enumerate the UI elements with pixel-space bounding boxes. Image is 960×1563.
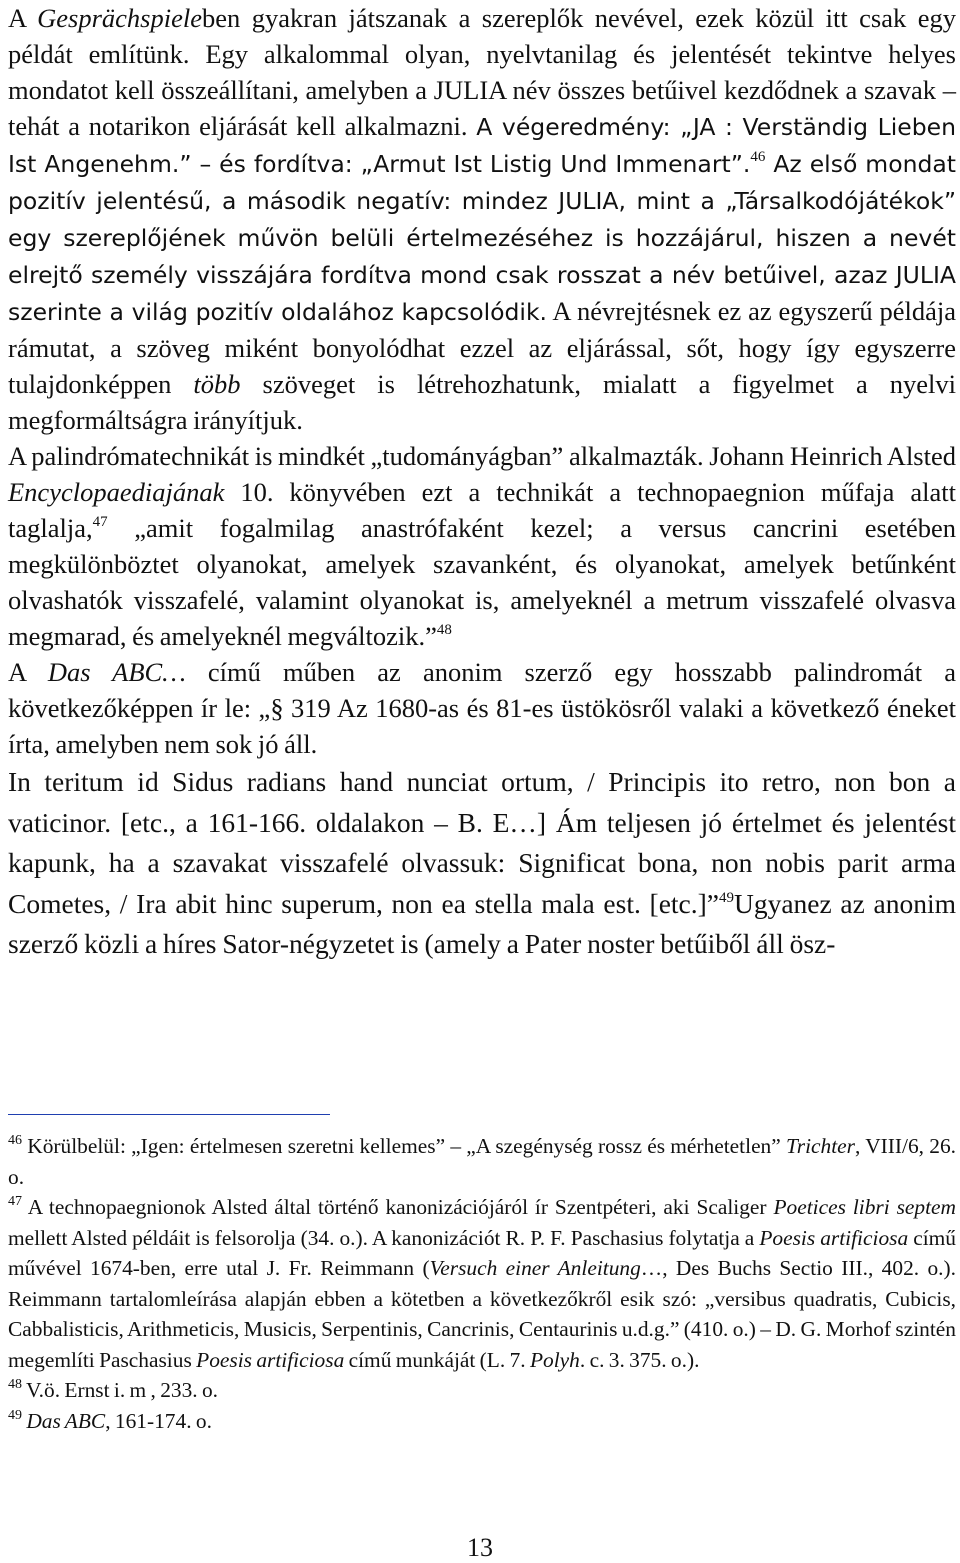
text-run: szöveget is létrehozhatunk, mialatt a figyelmet a nyelvi megformáltságra irányítjuk. [8, 369, 956, 435]
verse-paragraph [8, 762, 956, 965]
footnote-separator [8, 1114, 330, 1115]
main-text [8, 0, 956, 965]
italic-title: Polyh [529, 1347, 580, 1372]
text-run: , VIII/6, 26. o. [8, 1134, 957, 1189]
sans-text-run: Az első mondat pozitív jelentésű, a második negatív: mindez JULIA, mint a „Társalkodójátékok” egy szereplőjének művön belüli értelmezéséhez is hozzájárul, hiszen a nevét elrejtő személy visszájára fordítva mond csak rosszat a név betűivel, azaz JULIA szerinte a világ pozitív oldalához kapcsolódik. [8, 150, 956, 326]
text-run: A palindrómatechnikát is mindkét „tudományágban” alkalmazták. Johann Heinrich Alsted [8, 441, 956, 471]
italic-title: Das ABC… [47, 657, 186, 687]
text-run: 10. könyvében ezt a technikát a technopaegnion műfaja alatt taglalja, [8, 477, 956, 543]
text-run: című munkáját (L. 7. [344, 1347, 530, 1372]
footnotes [8, 1131, 956, 1436]
paragraph-1 [8, 0, 956, 438]
footnote-ref-48[interactable]: 48 [436, 622, 452, 638]
text-run: , 161-174. o. [105, 1408, 212, 1433]
footnote-ref-46[interactable]: 46 [750, 149, 766, 165]
footnote-48 [8, 1375, 956, 1406]
text-run: A technopaegnionok Alsted által történő kanonizációjáról ír Szentpéteri, aki Scaliger [22, 1195, 774, 1219]
page-number: 13 [467, 1533, 493, 1562]
text-run: A [8, 657, 48, 687]
italic-title: Poesis artificiosa [759, 1225, 909, 1250]
italic-title: Poesis artificiosa [196, 1347, 345, 1372]
italic-title: Das ABC [26, 1408, 106, 1433]
footnote-46 [8, 1131, 956, 1192]
italic-title: Encyclopaediajának [8, 477, 225, 507]
footnote-47 [8, 1192, 956, 1375]
footnote-ref-47[interactable]: 47 [92, 514, 108, 530]
italic-title: Gesprächspiele [37, 3, 202, 33]
text-run: …, Des Buchs Sectio III., 402. o.). Reimmann tartalomleírása alapján ebben a kötetben a következőkről esik szó: „versibus quadratis, Cubicis, Cabbalisticis, Arithmeticis, Musicis, Serpentinis, Cancrinis, Centaurinis u.d.g.” (410. o.) – D. G. Morhof szintén megemlíti Paschasius [8, 1256, 957, 1372]
text-run: mellett Alsted példáit is felsorolja (34. o.). A kanonizációt R. P. F. Paschasius folytatja a [8, 1225, 760, 1250]
footnote-49 [8, 1406, 956, 1437]
italic-word: több [193, 369, 241, 399]
text-run: A [8, 3, 38, 33]
sans-text-run: A végeredmény: „JA : Verständig Lieben Ist Angenehm.” – és fordítva: „Armut Ist Listig Und Immenart”. [8, 113, 956, 178]
footnote-number: 46 [8, 1133, 22, 1148]
text-run: című művével 1674-ben, erre utal J. Fr. Reimmann ( [8, 1225, 956, 1280]
italic-title: Trichter [786, 1134, 855, 1158]
footnote-number: 47 [8, 1194, 22, 1209]
text-run: című műben az anonim szerző egy hosszabb palindromát a következőképpen ír le: „§ 319 Az 1680-as és 81-es üstökösről valaki a következő éneket írta, amelyben nem sok jó áll. [8, 657, 956, 759]
text-run: „amit fogalmilag anastrófaként kezel; a versus cancrini esetében megkülönböztet olyanokat, amelyek szavanként, és olyanokat, amelyek betűnként olvashatók visszafelé, valamint olyanokat is, amelyeknél a metrum visszafelé olvasva megmarad, és amelyeknél megváltozik.” [8, 513, 956, 651]
paragraph-3 [8, 654, 956, 762]
paragraph-2 [8, 438, 956, 654]
text-run: In teritum id Sidus radians hand nunciat ortum, / Principis ito retro, non bon a vaticinor. [etc., a 161-166. oldalakon – B. E…] Ám teljesen jó értelmet és jelentést kapunk, ha a szavakat visszafelé olvassuk: Significat bona, non nobis parit arma Cometes, / Ira abit hinc superum, non ea stella mala est. [etc.]” [8, 766, 956, 919]
italic-title: Poetices libri septem [773, 1195, 956, 1219]
text-run: Ugyanez az anonim szerző közli a híres Sator-négyzetet is (amely a Pater noster betűiből áll ösz- [8, 887, 956, 959]
text-run: Körülbelül: „Igen: értelmesen szeretni kellemes” – „A szegénység rossz és mérhetetlen” [22, 1134, 787, 1158]
italic-title: Versuch einer Anleitung [429, 1256, 641, 1280]
text-run: A névrejtésnek ez az egyszerű példája rámutat, a szöveg miként bonyolódhat ezzel az eljárással, sőt, hogy így egyszerre tulajdonképpen [8, 296, 957, 399]
footnote-number: 48 [8, 1377, 22, 1392]
footnote-number: 49 [8, 1407, 22, 1423]
footnote-ref-49[interactable]: 49 [718, 889, 734, 906]
text-run: V.ö. Ernst i. m , 233. o. [22, 1378, 219, 1402]
text-run: . c. 3. 375. o.). [579, 1347, 700, 1372]
text-run: ben gyakran játszanak a szereplők nevével, ezek közül itt csak egy példát említünk. Egy alkalommal olyan, nyelvtanilag és jelentését tekintve helyes mondatot kell összeállítani, amelyben a JULIA név összes betűivel kezdődnek a szavak – tehát a notarikon eljárását kell alkalmazni. [8, 3, 956, 141]
